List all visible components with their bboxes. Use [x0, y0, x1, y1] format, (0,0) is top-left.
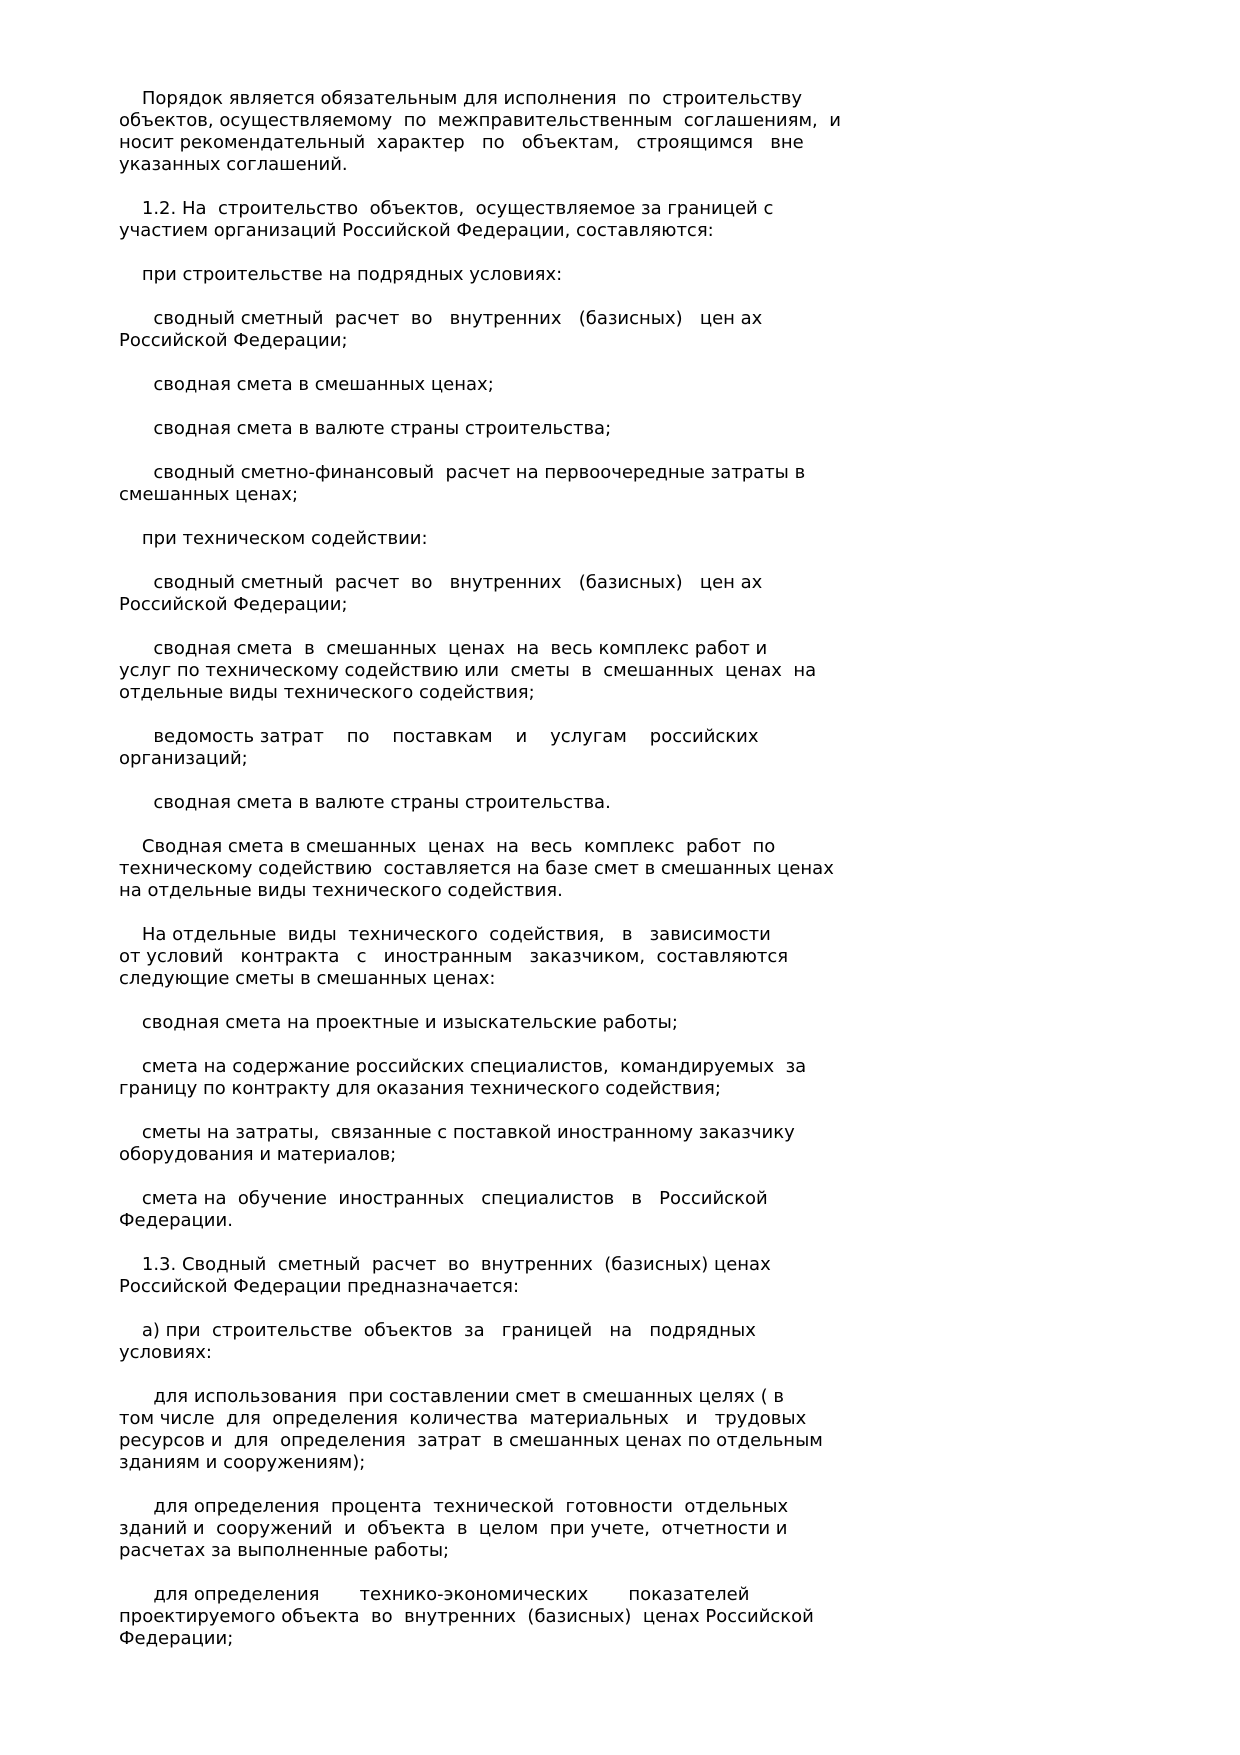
text-line: Сводная смета в смешанных ценах на весь комплекс работ по	[119, 836, 776, 857]
text-line: проектируемого объекта во внутренних (базисных) ценах Российской	[119, 1606, 814, 1627]
text-line: 1.3. Сводный сметный расчет во внутренних (базисных) ценах	[119, 1254, 771, 1275]
text-line: смета на содержание российских специалистов, командируемых за	[119, 1056, 807, 1077]
text-line: техническому содействию составляется на базе смет в смешанных ценах	[119, 858, 834, 879]
text-line: Федерации.	[119, 1210, 233, 1231]
paragraph	[119, 1056, 959, 1100]
paragraph	[119, 1122, 959, 1166]
paragraph	[119, 462, 959, 506]
text-line: Порядок является обязательным для исполнения по строительству	[119, 88, 803, 109]
paragraph	[119, 572, 959, 616]
paragraph	[119, 1188, 959, 1232]
text-line: ресурсов и для определения затрат в смешанных ценах по отдельным	[119, 1430, 823, 1451]
paragraph	[119, 792, 959, 814]
paragraph	[119, 198, 959, 242]
text-line: сметы на затраты, связанные с поставкой иностранному заказчику	[119, 1122, 795, 1143]
text-line: для определения технико-экономических показателей	[119, 1584, 750, 1605]
text-line: при техническом содействии:	[119, 528, 428, 549]
paragraph	[119, 418, 959, 440]
text-line: объектов, осуществляемому по межправительственным соглашениям, и	[119, 110, 841, 131]
text-line: сводная смета в валюте страны строительства.	[119, 792, 611, 813]
text-line: услуг по техническому содействию или сметы в смешанных ценах на	[119, 660, 817, 681]
text-line: Федерации;	[119, 1628, 234, 1649]
paragraph	[119, 374, 959, 396]
text-line: участием организаций Российской Федерации, составляются:	[119, 220, 714, 241]
text-line: зданиям и сооружениям);	[119, 1452, 366, 1473]
paragraph	[119, 726, 959, 770]
text-line: смешанных ценах;	[119, 484, 299, 505]
document-body	[119, 88, 959, 1672]
paragraph	[119, 528, 959, 550]
paragraph	[119, 264, 959, 286]
text-line: сводная смета в смешанных ценах на весь комплекс работ и	[119, 638, 768, 659]
text-line: указанных соглашений.	[119, 154, 348, 175]
text-line: 1.2. На строительство объектов, осуществляемое за границей с	[119, 198, 774, 219]
text-line: для использования при составлении смет в смешанных целях ( в	[119, 1386, 784, 1407]
text-line: сводный сметно-финансовый расчет на первоочередные затраты в	[119, 462, 806, 483]
paragraph	[119, 1584, 959, 1650]
text-line: для определения процента технической готовности отдельных	[119, 1496, 789, 1517]
text-line: том числе для определения количества материальных и трудовых	[119, 1408, 807, 1429]
paragraph	[119, 1012, 959, 1034]
paragraph	[119, 88, 959, 176]
text-line: сводный сметный расчет во внутренних (базисных) цен ах	[119, 308, 763, 329]
text-line: на отдельные виды технического содействия.	[119, 880, 563, 901]
text-line: отдельные виды технического содействия;	[119, 682, 535, 703]
paragraph	[119, 1254, 959, 1298]
text-line: оборудования и материалов;	[119, 1144, 397, 1165]
paragraph	[119, 836, 959, 902]
paragraph	[119, 638, 959, 704]
text-line: сводная смета на проектные и изыскательские работы;	[119, 1012, 678, 1033]
text-line: организаций;	[119, 748, 248, 769]
text-line: носит рекомендательный характер по объектам, строящимся вне	[119, 132, 804, 153]
text-line: сводная смета в валюте страны строительства;	[119, 418, 612, 439]
text-line: от условий контракта с иностранным заказчиком, составляются	[119, 946, 789, 967]
text-line: ведомость затрат по поставкам и услугам российских	[119, 726, 759, 747]
paragraph	[119, 1386, 959, 1474]
text-line: зданий и сооружений и объекта в целом при учете, отчетности и	[119, 1518, 788, 1539]
text-line: На отдельные виды технического содействия, в зависимости	[119, 924, 771, 945]
text-line: Российской Федерации;	[119, 594, 348, 615]
paragraph	[119, 1496, 959, 1562]
text-line: сводный сметный расчет во внутренних (базисных) цен ах	[119, 572, 763, 593]
text-line: а) при строительстве объектов за границей на подрядных	[119, 1320, 756, 1341]
text-line: условиях:	[119, 1342, 212, 1363]
text-line: при строительстве на подрядных условиях:	[119, 264, 563, 285]
paragraph	[119, 924, 959, 990]
text-line: Российской Федерации предназначается:	[119, 1276, 520, 1297]
text-line: следующие сметы в смешанных ценах:	[119, 968, 496, 989]
paragraph	[119, 1320, 959, 1364]
text-line: расчетах за выполненные работы;	[119, 1540, 450, 1561]
text-line: границу по контракту для оказания технического содействия;	[119, 1078, 721, 1099]
text-line: Российской Федерации;	[119, 330, 348, 351]
text-line: смета на обучение иностранных специалистов в Российской	[119, 1188, 768, 1209]
text-line: сводная смета в смешанных ценах;	[119, 374, 494, 395]
paragraph	[119, 308, 959, 352]
